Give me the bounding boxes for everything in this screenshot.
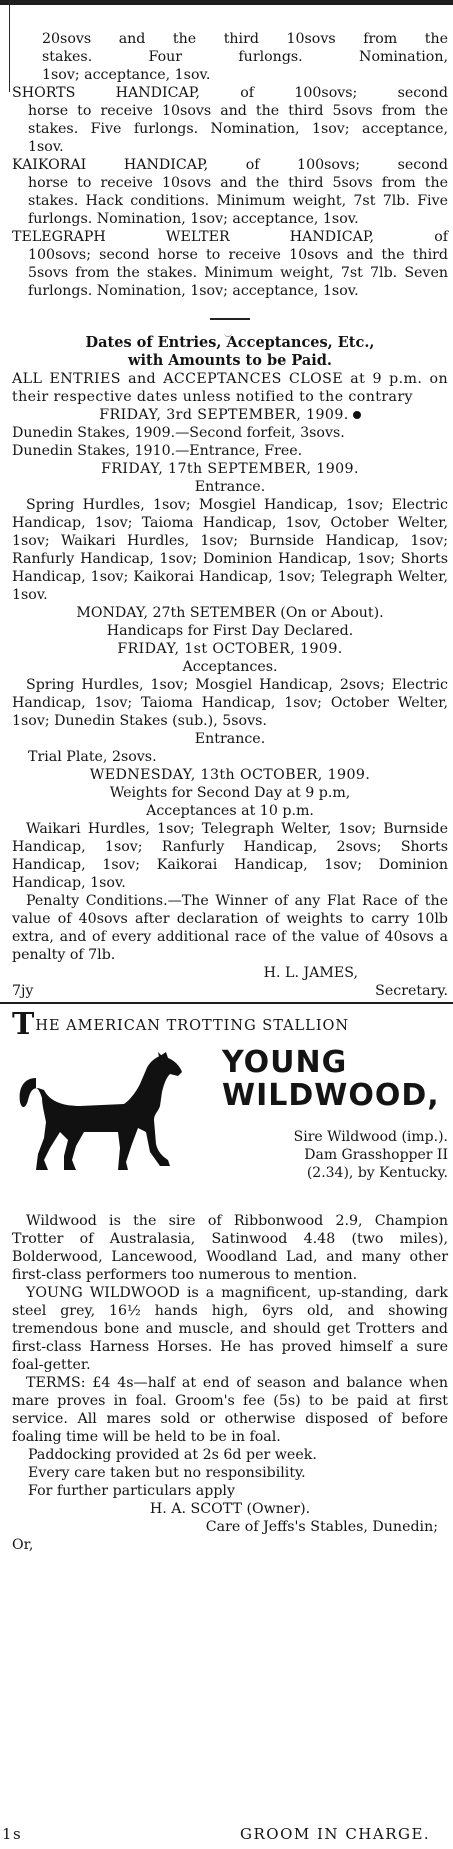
secretary-title: Secretary. [375,983,448,999]
section-rule [210,318,250,320]
top-column-rule [0,0,453,5]
advert-paragraph: Every care taken but no responsibility. [28,1465,306,1481]
dates-heading: Dates of Entries, Acceptances, Etc., [85,334,375,351]
stallion-name-line: WILDWOOD, [222,1078,440,1113]
pedigree-line: Dam Grasshopper II [304,1147,448,1163]
text-line: 20sovs and the third 10sovs from the [42,31,448,47]
contact-name: H. A. SCOTT (Owner). [149,1501,311,1517]
advert-body [12,1212,448,1554]
date-heading: FRIDAY, 3rd SEPTEMBER, 1909. [12,406,448,424]
stallion-name-line: YOUNG [222,1045,348,1080]
subheading: Weights for Second Day at 9 p.m, [109,785,351,801]
telegraph-welter-handicap [12,228,448,300]
dates-subheading: with Amounts to be Paid. [128,352,332,369]
handicap-text: 100sovs; second horse to receive 10sovs and the third 5sovs from the stakes. Minimum weight, 7st 7lb. Seven furlongs. Nomination, 1sov; acceptance, 1sov. [28,247,448,299]
date-heading: WEDNESDAY, 13th OCTOBER, 1909. [89,767,371,783]
text-line: Dunedin Stakes, 1910.—Entrance, Free. [12,443,303,459]
dates-section [12,318,448,1000]
date-heading: FRIDAY, 1st OCTOBER, 1909. [117,641,343,657]
stallion-name [222,1046,447,1112]
issue-code: 7jy [12,983,34,999]
subheading: Acceptances at 10 p.m. [146,803,314,819]
acceptances-list: Spring Hurdles, 1sov; Mosgiel Handicap, 2sovs; Electric Handicap, 1sov; Taioma Handicap, 1sov; October Welter, 1sov; Dunedin Stakes (sub.), 5sovs. [12,677,448,729]
date-heading: MONDAY, 27th SETEMBER (On or About). [76,605,384,621]
subheading: Entrance. [194,479,266,495]
advert-separator [0,1002,453,1004]
handicap-text: horse to receive 10sovs and the third 5sovs from the stakes. Hack conditions. Minimum weight, 7st 7lb. Five furlongs. Nomination, 1sov; acceptance, 1sov. [28,175,448,227]
advert-paragraph: For further particulars apply [28,1483,235,1499]
text-line: Trial Plate, 2sovs. [28,749,157,765]
race-conditions [12,30,448,300]
text-line: stakes. Four furlongs. Nomination, [42,49,448,65]
pedigree-line: Sire Wildwood (imp.). [293,1129,448,1145]
handicap-title: TELEGRAPH WELTER HANDICAP, of [12,229,448,245]
entrance-list: Spring Hurdles, 1sov; Mosgiel Handicap, 1sov; Electric Handicap, 1sov; Taioma Handicap, 1sov, October Welter, 1sov; Waikari Hurdles, 1sov; Burnside Handicap, 1sov; Ranfurly Handicap, 1sov; Dominion Handicap, 1sov; Shorts Handicap, 1sov; Kaikorai Handicap, 1sov; Telegraph Welter, 1sov. [12,497,448,603]
handicap-text: horse to receive 10sovs and the third 5sovs from the stakes. Five furlongs. Nomination, 1sov; acceptance, 1sov. [28,103,448,155]
dates-intro: ALL ENTRIES and ACCEPTANCES CLOSE at 9 p.m. on their respective dates unless notified to the contrary [12,371,448,405]
shorts-handicap [12,84,448,156]
second-day-list: Waikari Hurdles, 1sov; Telegraph Welter, 1sov; Burnside Handicap, 1sov; Ranfurly Handicap, 2sovs; Shorts Handicap, 1sov; Kaikorai Handicap, 1sov; Dominion Handicap, 1sov. [12,821,448,891]
date-heading: FRIDAY, 17th SEPTEMBER, 1909. [101,461,359,477]
pedigree [222,1128,448,1182]
signatory: H. L. JAMES, [263,965,358,981]
advert-paragraph: Paddocking provided at 2s 6d per week. [28,1447,317,1463]
advert-title-text: HE AMERICAN TROTTING STALLION [35,1018,350,1034]
horse-silhouette-icon [14,1048,186,1180]
advert-paragraph: YOUNG WILDWOOD is a magnificent, up-standing, dark steel grey, 16½ hands high, 6yrs old, and showing tremendous bone and muscle, and should get Trotters and first-class Harness Horses. He has proved himself a sure foal-getter. [12,1285,448,1373]
signature-line [12,982,448,1000]
or-line: Or, [12,1537,34,1553]
advert-paragraph: Wildwood is the sire of Ribbonwood 2.9, Champion Trotter of Australasia, Satinwood 4.48 (two miles), Bolderwood, Lancewood, Woodland Lad, and many other first-class performers too numerous to mention. [12,1213,448,1283]
column-divider [9,0,10,92]
advert-title [12,1007,448,1042]
subheading: Acceptances. [182,659,278,675]
groom-in-charge: GROOM IN CHARGE. [240,1825,431,1843]
handicap-title: KAIKORAI HANDICAP, of 100sovs; second [12,157,448,173]
kaikorai-handicap [12,156,448,228]
subheading: Entrance. [194,731,266,747]
bottom-line [0,1825,453,1847]
subheading: Handicaps for First Day Declared. [106,623,354,639]
text-line: 1sov; acceptance, 1sov. [42,67,211,83]
text-line: Dunedin Stakes, 1909.—Second forfeit, 3sovs. [12,425,345,441]
contact-address: Care of Jeffs's Stables, Dunedin; [205,1519,438,1535]
ink-blot [353,411,361,419]
handicap-title: SHORTS HANDICAP, of 100sovs; second [12,85,448,101]
drop-cap: T [12,1007,36,1042]
penalty-conditions: Penalty Conditions.—The Winner of any Flat Race of the value of 40sovs after declaration of weights to carry 10lb extra, and of every additional race of the value of 40sovs a penalty of 7lb. [12,893,448,963]
advert-paragraph: TERMS: £4 4s—half at end of season and balance when mare proves in foal. Groom's fee (5s) to be paid at first service. All mares sold or otherwise disposed of before foaling time will be held to be in foal. [12,1375,448,1445]
price-mark: 1s [2,1825,23,1843]
pedigree-line: (2.34), by Kentucky. [306,1165,448,1181]
